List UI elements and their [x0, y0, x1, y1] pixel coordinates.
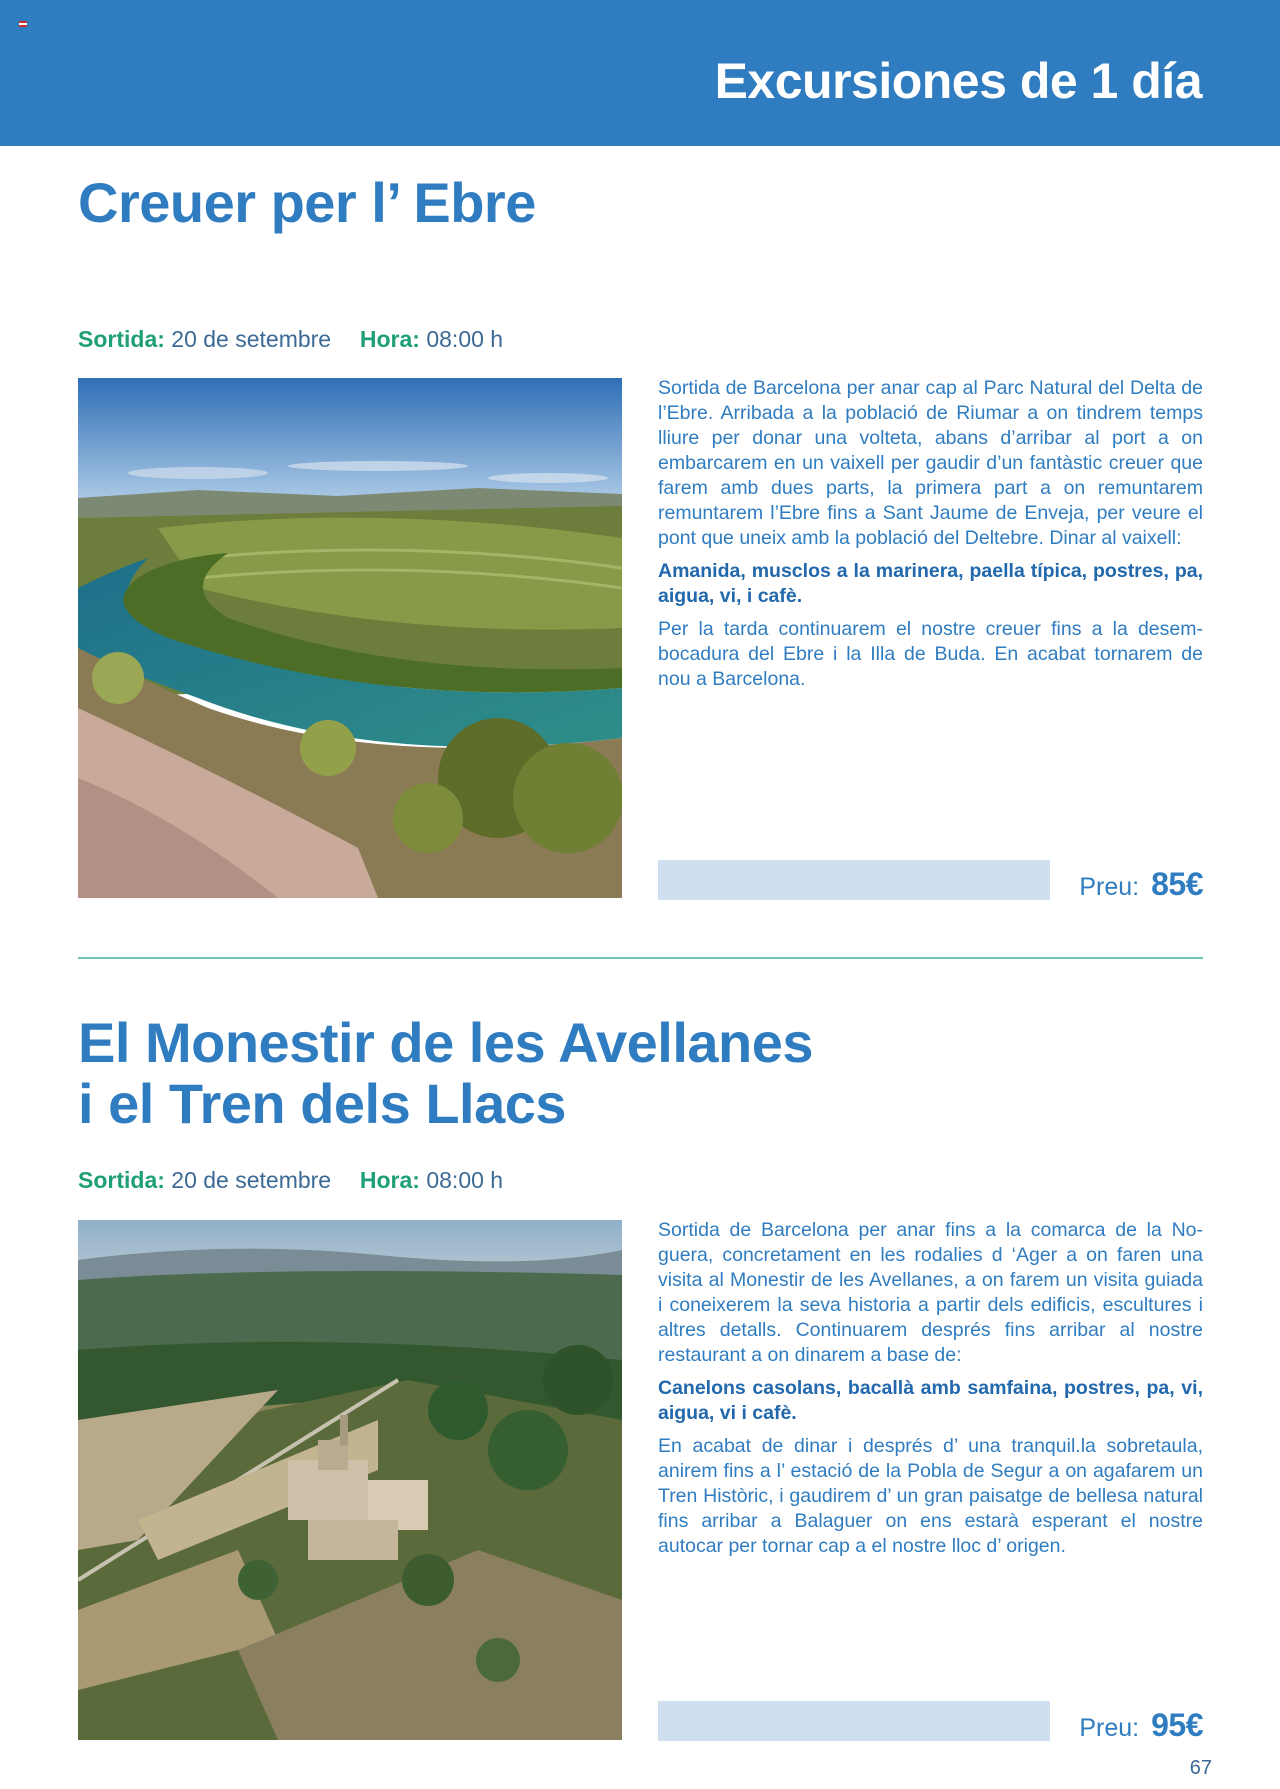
menu-text: Canelons casolans, bacallà amb samfaina, postres, pa, vi, aigua, vi i cafè.	[658, 1377, 1203, 1424]
excursion-description	[658, 376, 1203, 700]
flag-icon	[19, 21, 27, 27]
monastery-aerial-photo	[78, 1220, 622, 1740]
departure-label: Sortida:	[78, 1167, 165, 1193]
time-label: Hora:	[359, 1167, 420, 1193]
departure-value: 20 de setembre	[171, 326, 332, 352]
price	[1079, 1707, 1203, 1744]
description-paragraph: Per la tarda continuarem el nostre creuer fins a la desembocadura del Ebre i la Illa de Buda. En acabat tornarem de nou a Barcelona.	[658, 618, 1203, 690]
price-bar	[658, 1701, 1050, 1741]
time-label: Hora:	[359, 326, 420, 352]
price-bar	[658, 860, 1050, 900]
excursion-title-line: i el Tren dels Llacs	[78, 1072, 567, 1135]
departure-label: Sortida:	[78, 326, 165, 352]
excursion-title-line: Creuer per l’ Ebre	[78, 171, 536, 234]
excursion-title	[78, 172, 536, 233]
header-band	[0, 0, 1280, 146]
excursion-title	[78, 1012, 813, 1134]
price-label: Preu:	[1079, 1714, 1140, 1742]
time-value: 08:00 h	[426, 326, 504, 352]
section-divider	[78, 957, 1203, 959]
price-value: 95€	[1151, 1707, 1203, 1743]
excursion-description	[658, 1218, 1203, 1567]
price	[1079, 866, 1203, 903]
time-value: 08:00 h	[426, 1167, 504, 1193]
page-number: 67	[1189, 1757, 1212, 1779]
excursion-title-line: El Monestir de les Avellanes	[78, 1011, 814, 1074]
description-paragraph: Sortida de Barcelona per anar cap al Parc Natural del Delta de l’Ebre. Arribada a la població de Riumar a on tindrem temps lliure per donar una volteta, abans d’arribar al port a on embarcarem en un vaixell per gaudir d’un fantàstic creuer que farem amb dues parts, la primera part a on remuntarem remuntarem l’Ebre fins a Sant Jaume de Enveja, per veure el pont que uneix amb la població del Deltebre. Dinar al vaixell:	[658, 377, 1203, 549]
description-paragraph: Sortida de Barcelona per anar fins a la comarca de la Noguera, concretament en les rodalies d ‘Ager a on faren una visita al Monestir de les Avellanes, a on farem un visita guiada i coneixerem la seva historia a partir dels edificis, escultures i altres detalls. Continuarem després fins arribar al nostre restaurant a on dinarem a base de:	[658, 1219, 1203, 1366]
departure-info	[78, 1167, 503, 1194]
departure-value: 20 de setembre	[171, 1167, 332, 1193]
menu-text: Amanida, musclos a la marinera, paella típica, postres, pa, aigua, vi, i cafè.	[658, 560, 1203, 607]
price-label: Preu:	[1079, 873, 1140, 901]
description-paragraph: En acabat de dinar i després d’ una tranquil.la sobretaula, anirem fins a l’ estació de la Pobla de Segur a on agafarem un Tren Històric, i gaudirem d’ un gran paisatge de bellesa natural fins arribar a Balaguer on ens estarà esperant el nostre autocar per tornar cap a el nostre lloc d’ origen.	[658, 1435, 1203, 1557]
departure-info	[78, 326, 503, 353]
river-landscape-photo	[78, 378, 622, 898]
header-title: Excursiones de 1 día	[714, 53, 1202, 109]
price-value: 85€	[1151, 866, 1203, 902]
